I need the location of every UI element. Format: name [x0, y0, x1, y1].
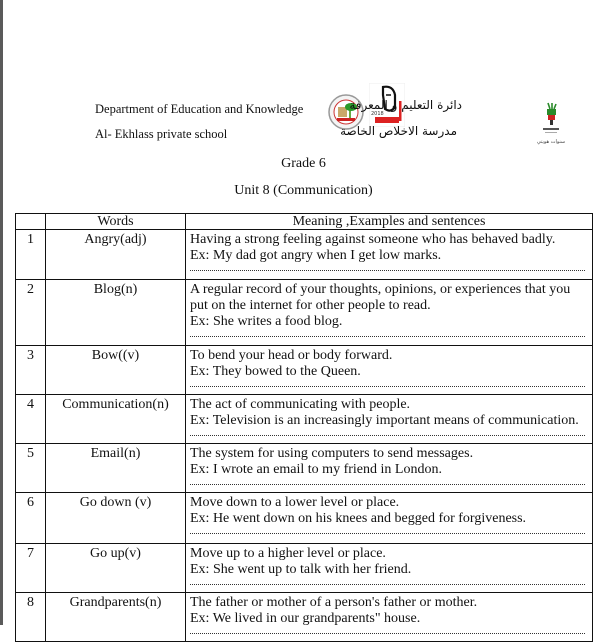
- definition-line: Having a strong feeling against someone who has behaved badly.: [190, 232, 556, 247]
- row-number: 8: [16, 593, 46, 642]
- table-row: [16, 230, 593, 280]
- emblem-caption: سنوات هويتي: [536, 139, 566, 145]
- vocab-word: Email(n): [46, 444, 186, 493]
- vocab-meaning: [186, 444, 593, 493]
- vocab-word: Communication(n): [46, 395, 186, 444]
- zayed-year: 2018: [371, 111, 384, 117]
- dotted-answer-line: [190, 631, 585, 634]
- example-sentence: Ex: She writes a food blog.: [190, 314, 343, 329]
- vocab-meaning: [186, 544, 593, 593]
- vocab-meaning: [186, 346, 593, 395]
- table-row: [16, 395, 593, 444]
- school-name-en: Al- Ekhlass private school: [95, 127, 228, 141]
- definition-line: The system for using computers to send messages.: [190, 446, 474, 461]
- vocab-word: Grandparents(n): [46, 593, 186, 642]
- table-row: [16, 346, 593, 395]
- vocab-word: Angry(adj): [46, 230, 186, 280]
- definition-line: The act of communicating with people.: [190, 397, 411, 412]
- national-identity-emblem: [536, 99, 566, 149]
- vocab-word: Go up(v): [46, 544, 186, 593]
- example-sentence: Ex: They bowed to the Queen.: [190, 364, 361, 379]
- row-number: 2: [16, 280, 46, 346]
- table-row: [16, 444, 593, 493]
- dotted-answer-line: [190, 482, 585, 485]
- department-name-ar: دائرة التعليم و المعرفة: [349, 98, 462, 112]
- vocab-meaning: [186, 593, 593, 642]
- header-number: [16, 214, 46, 230]
- dotted-answer-line: [190, 268, 585, 271]
- department-name-en: Department of Education and Knowledge: [95, 102, 304, 116]
- unit-title: Unit 8 (Communication): [234, 183, 373, 198]
- definition-line: The father or mother of a person's father or mother.: [190, 595, 478, 610]
- vocab-meaning: [186, 395, 593, 444]
- row-number: 6: [16, 493, 46, 544]
- header-meaning: Meaning ,Examples and sentences: [186, 214, 593, 230]
- dotted-answer-line: [190, 531, 585, 534]
- row-number: 7: [16, 544, 46, 593]
- example-sentence: Ex: She went up to talk with her friend.: [190, 562, 412, 577]
- dotted-answer-line: [190, 334, 585, 337]
- vocab-meaning: [186, 493, 593, 544]
- vocab-word: Blog(n): [46, 280, 186, 346]
- grade-title: Grade 6: [281, 156, 326, 171]
- row-number: 3: [16, 346, 46, 395]
- table-row: [16, 493, 593, 544]
- table-row: [16, 544, 593, 593]
- dotted-answer-line: [190, 582, 585, 585]
- window-left-edge: [0, 0, 3, 625]
- example-sentence: Ex: I wrote an email to my friend in London.: [190, 462, 442, 477]
- row-number: 5: [16, 444, 46, 493]
- dotted-answer-line: [190, 384, 585, 387]
- row-number: 4: [16, 395, 46, 444]
- header-words: Words: [46, 214, 186, 230]
- example-sentence: Ex: Television is an increasingly important means of communication.: [190, 413, 579, 428]
- example-sentence: Ex: We lived in our grandparents" house.: [190, 611, 421, 626]
- definition-line: Move up to a higher level or place.: [190, 546, 386, 561]
- row-number: 1: [16, 230, 46, 280]
- table-row: [16, 280, 593, 346]
- dotted-answer-line: [190, 433, 585, 436]
- table-row: [16, 593, 593, 642]
- vocabulary-table: [15, 213, 593, 642]
- vocab-word: Go down (v): [46, 493, 186, 544]
- definition-line: To bend your head or body forward.: [190, 348, 393, 363]
- table-header-row: [16, 214, 593, 230]
- definition-line: put on the internet for other people to read.: [190, 298, 431, 313]
- example-sentence: Ex: My dad got angry when I get low marks.: [190, 248, 442, 263]
- vocab-meaning: [186, 230, 593, 280]
- definition-line: Move down to a lower level or place.: [190, 495, 400, 510]
- vocab-meaning: [186, 280, 593, 346]
- example-sentence: Ex: He went down on his knees and begged for forgiveness.: [190, 511, 527, 526]
- vocab-word: Bow((v): [46, 346, 186, 395]
- school-name-ar: مدرسة الاخلاص الخاصة: [340, 124, 457, 138]
- definition-line: A regular record of your thoughts, opinions, or experiences that you: [190, 282, 571, 297]
